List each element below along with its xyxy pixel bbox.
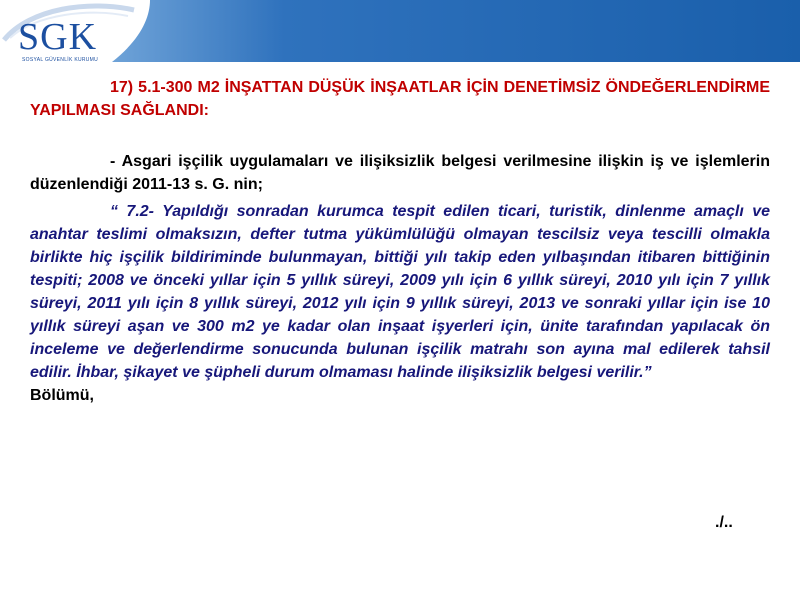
sgk-logo: SGK [18,16,98,58]
slide-header [0,0,800,66]
intro-paragraph: - Asgari işçilik uygulamaları ve ilişiksizlik belgesi verilmesine ilişkin iş ve işlemlerin düzenlendiği 2011-13 s. G. nin; [30,153,770,193]
slide-content [30,76,770,407]
logo-subtitle: SOSYAL GÜVENLİK KURUMU [22,57,99,63]
slide-heading: 17) 5.1-300 M2 İNŞATTAN DÜŞÜK İNŞAATLAR İÇİN DENETİMSİZ ÖNDEĞERLENDİRME YAPILMASI SAĞLANDI: [30,79,770,119]
closing-text: Bölümü, [30,387,94,404]
header-bar [112,0,800,62]
header-banner [0,0,800,66]
continuation-mark: ./.. [715,514,733,531]
quoted-regulation: “ 7.2- Yapıldığı sonradan kurumca tespit edilen ticari, turistik, dinlenme amaçlı ve anahtar teslimi olmaksızın, defter tutma yükümlülüğü olmayan tescilsiz veya tescilli olmakla birlikte hiç işçilik bildiriminde bulunmayan, bittiği yılı takip eden yılbaşından itibaren bittiğinin tespiti; 2008 ve önceki yıllar için 5 yıllık süreyi, 2009 yılı için 6 yıllık süreyi, 2010 yılı için 7 yıllık süreyi, 2011 yılı için 8 yıllık süreyi, 2012 yılı için 9 yıllık süreyi, 2013 ve sonraki yıllar için ise 10 yıllık süreyi aşan ve 300 m2 ye kadar olan inşaat işyerleri için, ünite tarafından yapılacak ön inceleme ve değerlendirme sonucunda bulunan işçilik matrahı son ayına mal edilerek tahsil edilir. İhbar, şikayet ve şüpheli durum olmaması halinde ilişiksizlik belgesi verilir.” [30,203,770,381]
